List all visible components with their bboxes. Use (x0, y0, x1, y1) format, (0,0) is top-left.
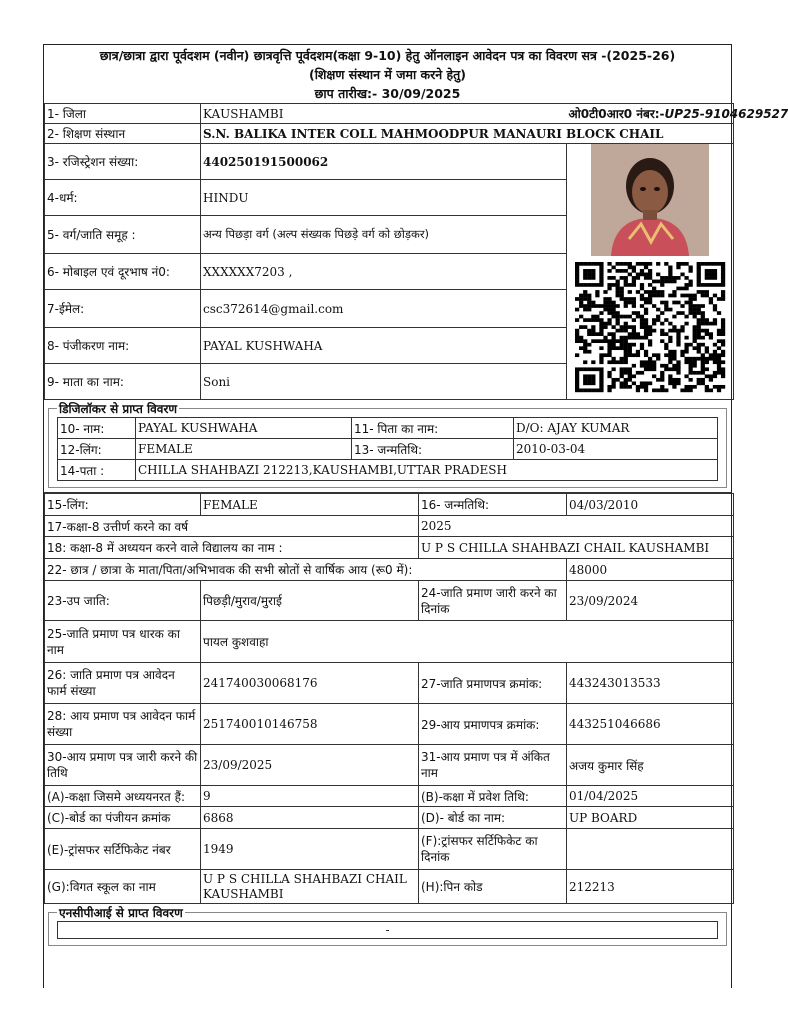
gender-label: 15-लिंग: (45, 494, 201, 516)
email-value: csc372614@gmail.com (201, 290, 567, 328)
class-a-value: 9 (201, 786, 419, 807)
caste-holder-label: 25-जाति प्रमाण पत्र धारक का नाम (45, 621, 201, 663)
form-header (44, 45, 731, 103)
board-d-label: (D)- बोर्ड का नाम: (419, 807, 567, 829)
header-title: छात्र/छात्रा द्वारा पूर्वदशम (नवीन) छात्रवृत्ति पूर्वदशम(कक्षा 9-10) हेतु ऑनलाइन आवेदन पत्र का विवरण सत्र -(2025-26) (99, 48, 676, 63)
caste-form-label: 26: जाति प्रमाण पत्र आवेदन फार्म संख्या (45, 663, 201, 704)
dl-father-label: 11- पिता का नाम: (352, 418, 514, 439)
dl-gender-value: FEMALE (136, 439, 352, 460)
caste-group-label: 5- वर्ग/जाति समूह : (45, 216, 201, 254)
caste-form-value: 241740030068176 (201, 663, 419, 704)
income-date-label: 30-आय प्रमाण पत्र जारी करने की तिथि (45, 745, 201, 786)
board-d-value: UP BOARD (567, 807, 734, 829)
subcaste-value: पिछड़ी/मुराव/मुराई (201, 581, 419, 621)
dl-gender-label: 12-लिंग: (58, 439, 136, 460)
prev-school-g-label: (G):विगत स्कूल का नाम (45, 870, 201, 904)
tc-f-label: (F):ट्रांसफर सर्टिफिकेट का दिनांक (419, 829, 567, 870)
income-form-value: 251740010146758 (201, 704, 419, 745)
pin-h-label: (H):पिन कोड (419, 870, 567, 904)
school8-value: U P S CHILLA SHAHBAZI CHAIL KAUSHAMBI (419, 537, 734, 559)
mobile-value: XXXXXX7203 , (201, 254, 567, 290)
print-date: छाप तारीख:- 30/09/2025 (314, 86, 461, 101)
mother-name-value: Soni (201, 364, 567, 400)
registration-name-value: PAYAL KUSHWAHA (201, 328, 567, 364)
registration-name-label: 8- पंजीकरण नाम: (45, 328, 201, 364)
income-no-label: 29-आय प्रमाणपत्र क्रमांक: (419, 704, 567, 745)
district-value: KAUSHAMBI (201, 104, 567, 124)
income-form-label: 28: आय प्रमाण पत्र आवेदन फार्म संख्या (45, 704, 201, 745)
top-table (44, 103, 788, 400)
income-date-value: 23/09/2025 (201, 745, 419, 786)
tc-e-value: 1949 (201, 829, 419, 870)
digilocker-legend: डिजिलॉकर से प्राप्त विवरण (59, 402, 178, 416)
digilocker-table (57, 417, 718, 481)
pin-h-value: 212213 (567, 870, 734, 904)
pass8-value: 2025 (419, 516, 734, 537)
otr-label: ओ0टी0आर0 नंबर:- (568, 107, 665, 121)
tc-e-label: (E)-ट्रांसफर सर्टिफिकेट नंबर (45, 829, 201, 870)
dob-value: 04/03/2010 (567, 494, 734, 516)
student-photo (591, 144, 709, 256)
income-label: 22- छात्र / छात्रा के माता/पिता/अभिभावक की सभी स्रोतों से वार्षिक आय (रू0 में): (45, 559, 567, 581)
ncsi-fieldset (48, 904, 727, 946)
caste-no-value: 443243013533 (567, 663, 734, 704)
income-no-value: 443251046686 (567, 704, 734, 745)
admission-b-label: (B)-कक्षा में प्रवेश तिथि: (419, 786, 567, 807)
ncsi-legend: एनसीपीआई से प्राप्त विवरण (59, 906, 183, 920)
email-label: 7-ईमेल: (45, 290, 201, 328)
dl-address-label: 14-पता : (58, 460, 136, 481)
school8-label: 18: कक्षा-8 में अध्ययन करने वाले विद्यालय का नाम : (45, 537, 419, 559)
otr-number (567, 104, 788, 124)
caste-date-value: 23/09/2024 (567, 581, 734, 621)
registration-label: 3- रजिस्ट्रेशन संख्या: (45, 144, 201, 180)
dl-name-label: 10- नाम: (58, 418, 136, 439)
dl-address-value: CHILLA SHAHBAZI 212213,KAUSHAMBI,UTTAR PRADESH (136, 460, 718, 481)
caste-group-value: अन्य पिछड़ा वर्ग (अल्प संख्यक पिछड़े वर्ग को छोड़कर) (201, 216, 567, 254)
board-c-label: (C)-बोर्ड का पंजीयन क्रमांक (45, 807, 201, 829)
caste-no-label: 27-जाति प्रमाणपत्र क्रमांक: (419, 663, 567, 704)
district-label: 1- जिला (45, 104, 201, 124)
dob-label: 16- जन्मतिथि: (419, 494, 567, 516)
institution-value: S.N. BALIKA INTER COLL MAHMOODPUR MANAURI BLOCK CHAIL (201, 124, 734, 144)
mobile-label: 6- मोबाइल एवं दूरभाष नं0: (45, 254, 201, 290)
details-table (44, 493, 734, 904)
dl-father-value: D/O: AJAY KUMAR (514, 418, 718, 439)
board-c-value: 6868 (201, 807, 419, 829)
photo-qr-cell (567, 144, 734, 400)
admission-b-value: 01/04/2025 (567, 786, 734, 807)
dl-name-value: PAYAL KUSHWAHA (136, 418, 352, 439)
registration-value: 440250191500062 (201, 144, 567, 180)
religion-value: HINDU (201, 180, 567, 216)
header-subtitle: (शिक्षण संस्थान में जमा करने हेतु) (308, 67, 467, 82)
digilocker-section (44, 400, 731, 493)
subcaste-label: 23-उप जाति: (45, 581, 201, 621)
digilocker-fieldset (48, 400, 727, 488)
caste-holder-value: पायल कुशवाहा (201, 621, 734, 663)
income-name-label: 31-आय प्रमाण पत्र में अंकित नाम (419, 745, 567, 786)
application-form (43, 44, 788, 988)
qr-code (575, 262, 725, 392)
income-name-value: अजय कुमार सिंह (567, 745, 734, 786)
institution-label: 2- शिक्षण संस्थान (45, 124, 201, 144)
ncsi-value: - (57, 921, 718, 939)
income-value: 48000 (567, 559, 734, 581)
tc-f-value (567, 829, 734, 870)
otr-value: UP25-9104629527 (664, 107, 788, 121)
pass8-label: 17-कक्षा-8 उत्तीर्ण करने का वर्ष (45, 516, 419, 537)
mother-name-label: 9- माता का नाम: (45, 364, 201, 400)
class-a-label: (A)-कक्षा जिसमे अध्ययनरत हैं: (45, 786, 201, 807)
gender-value: FEMALE (201, 494, 419, 516)
caste-date-label: 24-जाति प्रमाण जारी करने का दिनांक (419, 581, 567, 621)
ncsi-section (44, 904, 731, 946)
prev-school-g-value: U P S CHILLA SHAHBAZI CHAIL KAUSHAMBI (201, 870, 419, 904)
religion-label: 4-धर्म: (45, 180, 201, 216)
dl-dob-value: 2010-03-04 (514, 439, 718, 460)
dl-dob-label: 13- जन्मतिथि: (352, 439, 514, 460)
